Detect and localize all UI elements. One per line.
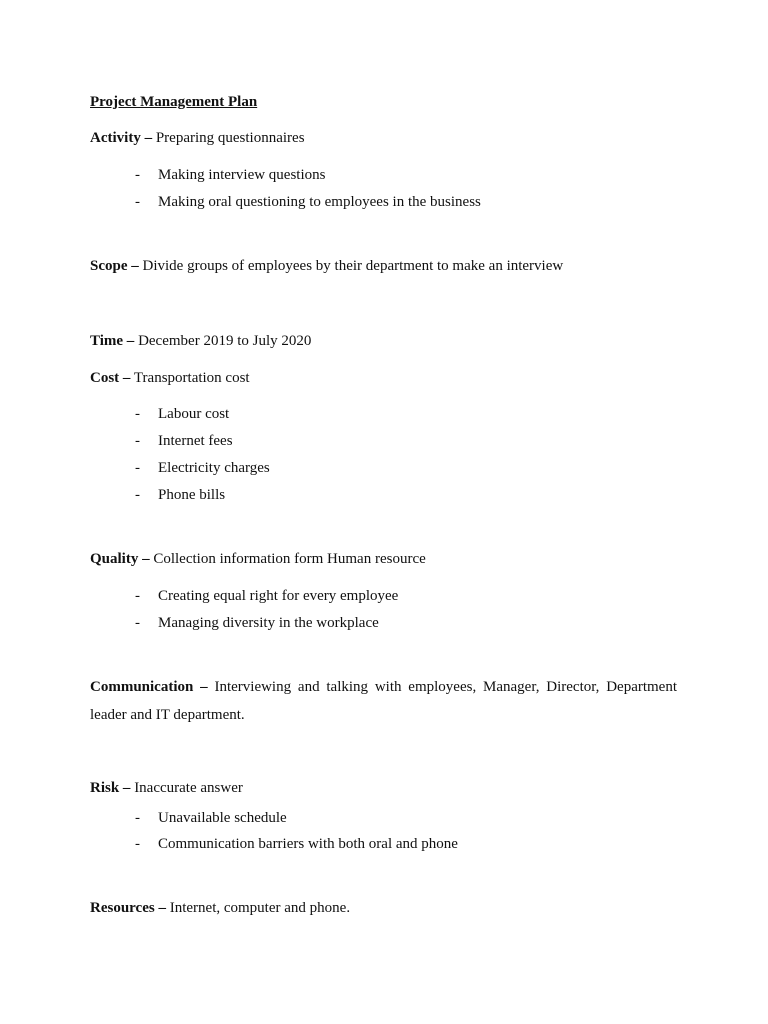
- cost-section: [90, 369, 250, 387]
- scope-value: Divide groups of employees by their department to make an interview: [138, 258, 564, 274]
- list-item-text: Electricity charges: [158, 460, 270, 476]
- bullet-dash: -: [135, 487, 140, 503]
- list-item-text: Communication barriers with both oral and phone: [158, 836, 458, 852]
- activity-label: Activity –: [90, 130, 153, 146]
- list-item-text: Managing diversity in the workplace: [158, 615, 379, 631]
- list-item-text: Internet fees: [158, 433, 233, 449]
- bullet-dash: -: [135, 460, 140, 476]
- time-label: Time –: [90, 333, 135, 349]
- communication-value: Interviewing and talking with employees, Manager, Director, Department leader and IT department.: [90, 679, 678, 723]
- list-item-text: Making interview questions: [158, 167, 326, 183]
- risk-section: [90, 779, 243, 797]
- risk-label: Risk –: [90, 780, 131, 796]
- list-item-text: Making oral questioning to employees in the business: [158, 194, 481, 210]
- list-item-text: Creating equal right for every employee: [158, 588, 399, 604]
- communication-label: Communication –: [90, 679, 208, 695]
- resources-value: Internet, computer and phone.: [165, 900, 351, 916]
- bullet-dash: -: [135, 194, 140, 210]
- quality-value: Collection information form Human resource: [149, 551, 426, 567]
- bullet-dash: -: [135, 810, 140, 826]
- document-title: Project Management Plan: [90, 94, 258, 110]
- bullet-dash: -: [135, 836, 140, 852]
- list-item-text: Labour cost: [158, 406, 230, 422]
- scope-label: Scope –: [90, 258, 139, 274]
- bullet-dash: -: [135, 615, 140, 631]
- activity-section: [90, 129, 305, 147]
- bullet-dash: -: [135, 406, 140, 422]
- time-value: December 2019 to July 2020: [134, 333, 312, 349]
- cost-value: Transportation cost: [130, 370, 250, 386]
- communication-section: [90, 673, 677, 729]
- list-item-text: Phone bills: [158, 487, 226, 503]
- bullet-dash: -: [135, 433, 140, 449]
- risk-value: Inaccurate answer: [130, 780, 243, 796]
- bullet-dash: -: [135, 167, 140, 183]
- scope-section: [90, 257, 563, 275]
- cost-label: Cost –: [90, 370, 131, 386]
- resources-label: Resources –: [90, 900, 166, 916]
- list-item-text: Unavailable schedule: [158, 810, 287, 826]
- time-section: [90, 332, 311, 350]
- activity-value: Preparing questionnaires: [152, 130, 305, 146]
- quality-section: [90, 550, 426, 568]
- quality-label: Quality –: [90, 551, 150, 567]
- resources-section: [90, 899, 350, 917]
- bullet-dash: -: [135, 588, 140, 604]
